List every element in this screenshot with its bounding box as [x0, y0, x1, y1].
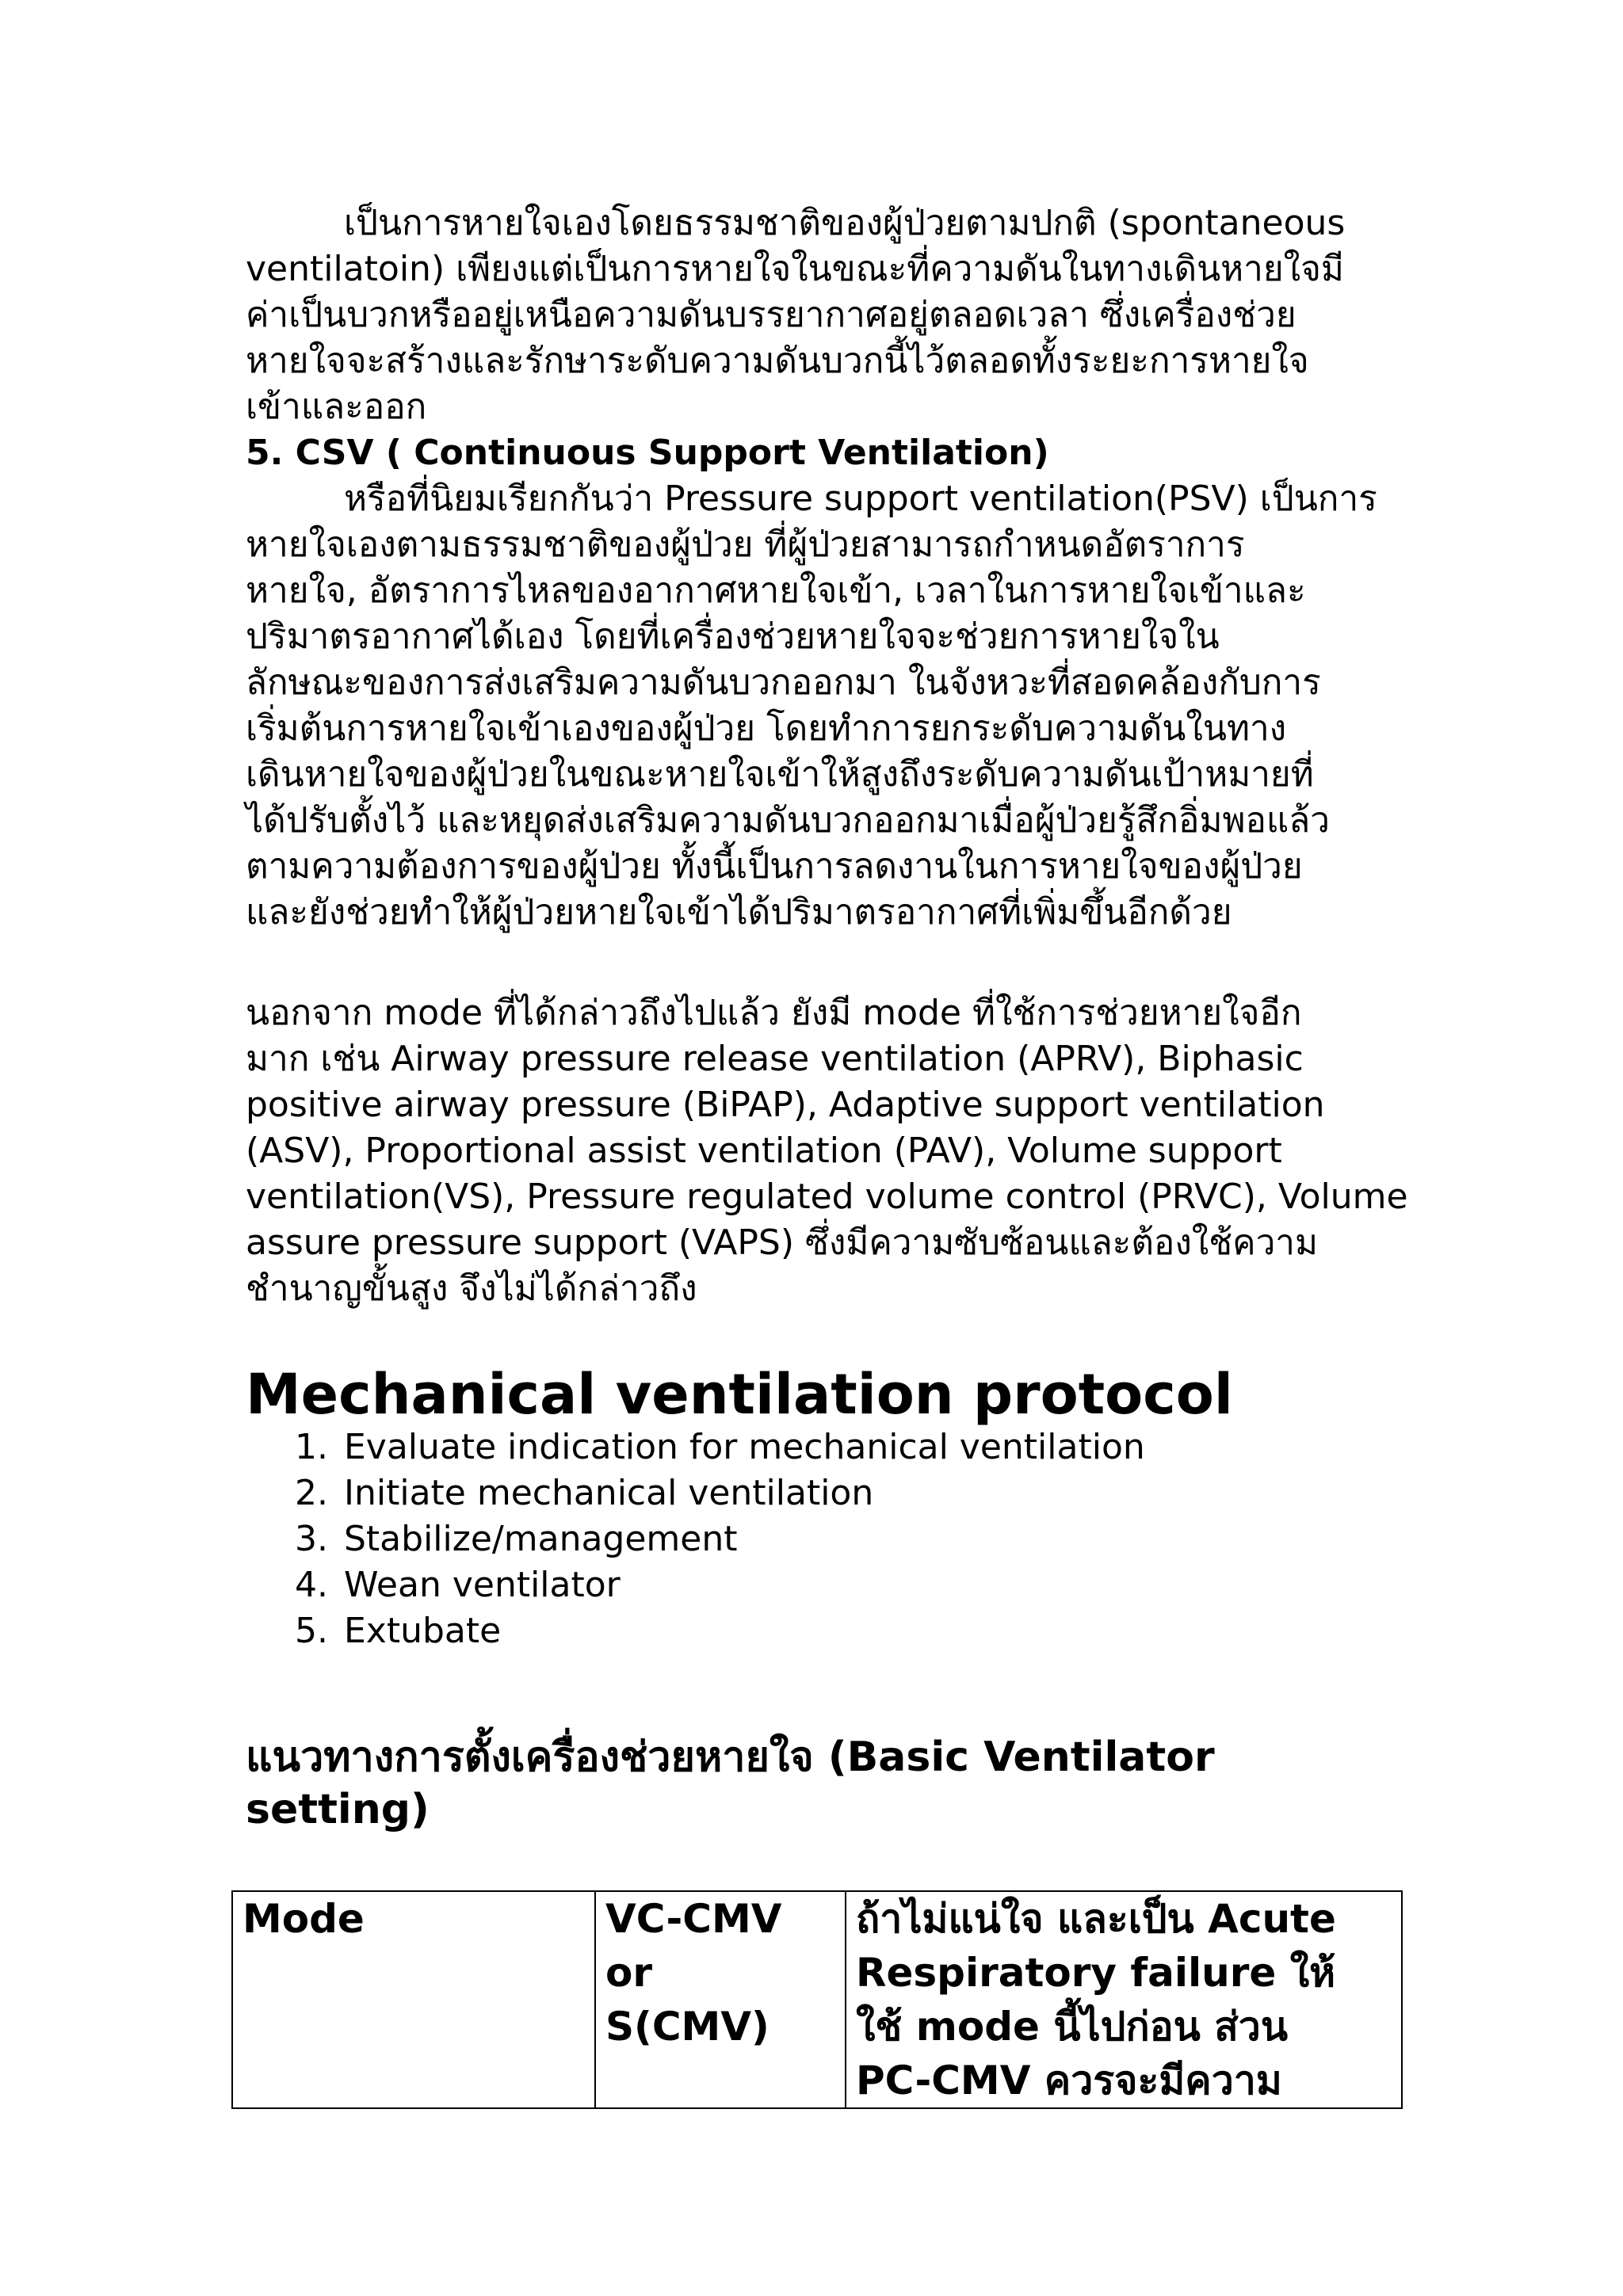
paragraph-line: ventilation(VS), Pressure regulated volume control (PRVC), Volume	[246, 1177, 1408, 1217]
paragraph-line: ค่าเป็นบวกหรืออยู่เหนือความดันบรรยากาศอยู่ตลอดเวลา ซึ่งเครื่องช่วย	[246, 295, 1296, 335]
list-text: Wean ventilator	[344, 1565, 621, 1605]
list-text: Extubate	[344, 1611, 502, 1651]
table-row	[232, 1891, 1402, 2108]
list-number: 2.	[295, 1473, 328, 1513]
cell-line: S(CMV)	[605, 2004, 769, 2050]
paragraph-line: หายใจ, อัตราการไหลของอากาศหายใจเข้า, เวลาในการหายใจเข้าและ	[246, 570, 1306, 611]
cell-line: PC-CMV ควรจะมีความ	[856, 2058, 1282, 2103]
paragraph-line: เข้าและออก	[246, 387, 427, 427]
list-item	[295, 1516, 1145, 1562]
ventilator-settings-table	[231, 1890, 1403, 2109]
paragraph-line: มาก เช่น Airway pressure release ventilation (APRV), Biphasic	[246, 1039, 1304, 1079]
cell-line: VC-CMV	[605, 1896, 782, 1942]
list-number: 1.	[295, 1427, 328, 1467]
list-number: 3.	[295, 1519, 328, 1559]
list-text: Stabilize/management	[344, 1519, 738, 1559]
paragraph-line: นอกจาก mode ที่ได้กล่าวถึงไปแล้ว ยังมี mode ที่ใช้การช่วยหายใจอีก	[246, 993, 1302, 1033]
paragraph-line: ventilatoin) เพียงแต่เป็นการหายใจในขณะที่ความดันในทางเดินหายใจมี	[246, 249, 1344, 289]
paragraph-line: assure pressure support (VAPS) ซึ่งมีความซับซ้อนและต้องใช้ความ	[246, 1222, 1318, 1263]
list-item	[295, 1425, 1145, 1470]
list-item	[295, 1470, 1145, 1516]
list-number: 4.	[295, 1565, 328, 1605]
paragraph-line: ตามความต้องการของผู้ป่วย ทั้งนี้เป็นการลดงานในการหายใจของผู้ป่วย	[246, 846, 1303, 887]
cell-line: Respiratory failure ให้	[856, 1950, 1336, 1996]
paragraph-line: ปริมาตรอากาศได้เอง โดยที่เครื่องช่วยหายใจจะช่วยการหายใจใน	[246, 616, 1220, 657]
list-number: 5.	[295, 1611, 328, 1651]
other-modes-paragraph	[246, 990, 1408, 1312]
protocol-heading: Mechanical ventilation protocol	[246, 1362, 1233, 1427]
paragraph-line: positive airway pressure (BiPAP), Adaptive support ventilation	[246, 1085, 1325, 1125]
paragraph-line: ชำนาญขั้นสูง จึงไม่ได้กล่าวถึง	[246, 1268, 697, 1309]
paragraph-line: เป็นการหายใจเองโดยธรรมชาติของผู้ป่วยตามปกติ (spontaneous	[344, 203, 1346, 243]
cell-line: ถ้าไม่แน่ใจ และเป็น Acute	[856, 1896, 1336, 1942]
csv-section	[246, 200, 1387, 936]
protocol-list	[295, 1425, 1145, 1654]
paragraph-line: ลักษณะของการส่งเสริมความดันบวกออกมา ในจังหวะที่สอดคล้องกับการ	[246, 662, 1321, 703]
list-item	[295, 1562, 1145, 1608]
list-item	[295, 1608, 1145, 1654]
paragraph-line: เริ่มต้นการหายใจเข้าเองของผู้ป่วย โดยทำการยกระดับความดันในทาง	[246, 708, 1287, 749]
paragraph-line: และยังช่วยทำให้ผู้ป่วยหายใจเข้าได้ปริมาตรอากาศที่เพิ่มขึ้นอีกด้วย	[246, 892, 1232, 933]
paragraph-line: (ASV), Proportional assist ventilation (PAV), Volume support	[246, 1131, 1282, 1171]
paragraph-line: หายใจจะสร้างและรักษาระดับความดันบวกนี้ไว้ตลอดทั้งระยะการหายใจ	[246, 341, 1309, 381]
ventilator-setting-heading	[246, 1731, 1387, 1836]
section-title: 5. CSV ( Continuous Support Ventilation)	[246, 433, 1049, 473]
paragraph-line: หายใจเองตามธรรมชาติของผู้ป่วย ที่ผู้ป่วยสามารถกำหนดอัตราการ	[246, 524, 1245, 565]
paragraph-line: หรือที่นิยมเรียกกันว่า Pressure support ventilation(PSV) เป็นการ	[344, 479, 1377, 519]
cell-line: or	[605, 1950, 653, 1996]
mode-label-cell	[232, 1891, 595, 2108]
list-text: Initiate mechanical ventilation	[344, 1473, 874, 1513]
heading-line: setting)	[246, 1786, 430, 1833]
cell-line: Mode	[242, 1896, 365, 1942]
paragraph-line: เดินหายใจของผู้ป่วยในขณะหายใจเข้าให้สูงถึงระดับความดันเป้าหมายที่	[246, 754, 1314, 795]
mode-note-cell	[846, 1891, 1402, 2108]
list-text: Evaluate indication for mechanical ventilation	[344, 1427, 1145, 1467]
paragraph-line: ได้ปรับตั้งไว้ และหยุดส่งเสริมความดันบวกออกมาเมื่อผู้ป่วยรู้สึกอิ่มพอแล้ว	[246, 800, 1330, 841]
cell-line: ใช้ mode นี้ไปก่อน ส่วน	[856, 2004, 1289, 2050]
mode-value-cell	[595, 1891, 846, 2108]
heading-line: แนวทางการตั้งเครื่องช่วยหายใจ (Basic Ventilator	[246, 1733, 1215, 1781]
